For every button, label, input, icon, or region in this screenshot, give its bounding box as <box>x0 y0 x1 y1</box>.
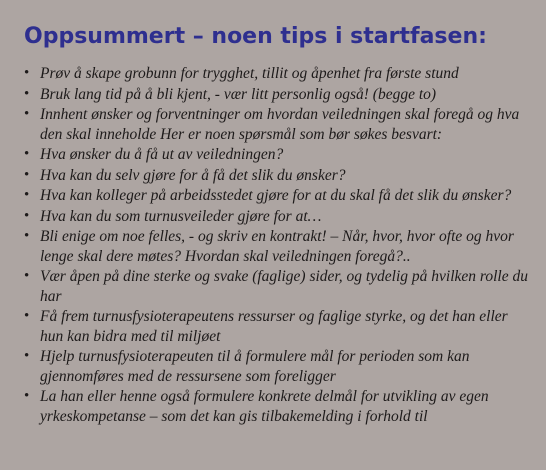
bullet-icon: • <box>24 207 30 224</box>
tip-text: La han eller henne også formulere konkrete delmål for utvikling av egen yrkeskompetanse – som det kan gis tilbakemelding i forhold til <box>40 388 489 425</box>
tip-text: Bruk lang tid på å bli kjent, - vær litt personlig også! (begge to) <box>40 85 437 103</box>
tip-text: Hjelp turnusfysioterapeuten til å formulere mål for perioden som kan gjennomføres med de ressursene som foreligger <box>40 348 470 385</box>
bullet-icon: • <box>24 85 30 102</box>
bullet-icon: • <box>24 228 30 244</box>
tip-text: Hva kan du selv gjøre for å få det slik du ønsker? <box>40 166 346 184</box>
bullet-icon: • <box>24 187 30 203</box>
tip-item <box>24 105 530 144</box>
tip-item <box>24 85 530 105</box>
tip-text: Prøv å skape grobunn for trygghet, tillit og åpenhet fra første stund <box>40 65 459 82</box>
tip-text: Få frem turnusfysioterapeutens ressurser og faglige styrke, og det han eller hun kan bidra med til miljøet <box>40 308 508 345</box>
tip-item <box>24 186 530 206</box>
bullet-icon: • <box>24 106 30 122</box>
tip-text: Hva ønsker du å få ut av veiledningen? <box>40 146 284 163</box>
tip-item <box>24 267 530 306</box>
bullet-icon: • <box>24 388 30 404</box>
tip-item <box>24 207 530 227</box>
tips-list <box>24 64 528 426</box>
tip-item <box>24 145 530 165</box>
tip-item <box>24 307 530 346</box>
bullet-icon: • <box>24 146 30 162</box>
bullet-icon: • <box>24 166 30 183</box>
tip-item <box>24 64 530 84</box>
bullet-icon: • <box>24 65 30 81</box>
bullet-icon: • <box>24 268 30 284</box>
tip-text: Hva kan kolleger på arbeidsstedet gjøre for at du skal få det slik du ønsker? <box>40 187 512 204</box>
tip-item <box>24 166 530 186</box>
slide-title: Oppsummert – noen tips i startfasen: <box>24 24 487 49</box>
tip-item <box>24 227 530 266</box>
bullet-icon: • <box>24 348 30 364</box>
tip-item <box>24 347 530 386</box>
tip-text: Vær åpen på dine sterke og svake (faglige) sider, og tydelig på hvilken rolle du har <box>40 268 528 305</box>
bullet-icon: • <box>24 308 30 324</box>
tip-text: Innhent ønsker og forventninger om hvordan veiledningen skal foregå og hva den skal inneholde Her er noen spørsmål som bør søkes besvart: <box>40 106 520 143</box>
tip-item <box>24 387 530 426</box>
tip-text: Bli enige om noe felles, - og skriv en kontrakt! – Når, hvor, hvor ofte og hvor lenge skal dere møtes? Hvordan skal veiledningen foregå?.. <box>40 228 514 265</box>
tip-text: Hva kan du som turnusveileder gjøre for at… <box>40 207 322 225</box>
